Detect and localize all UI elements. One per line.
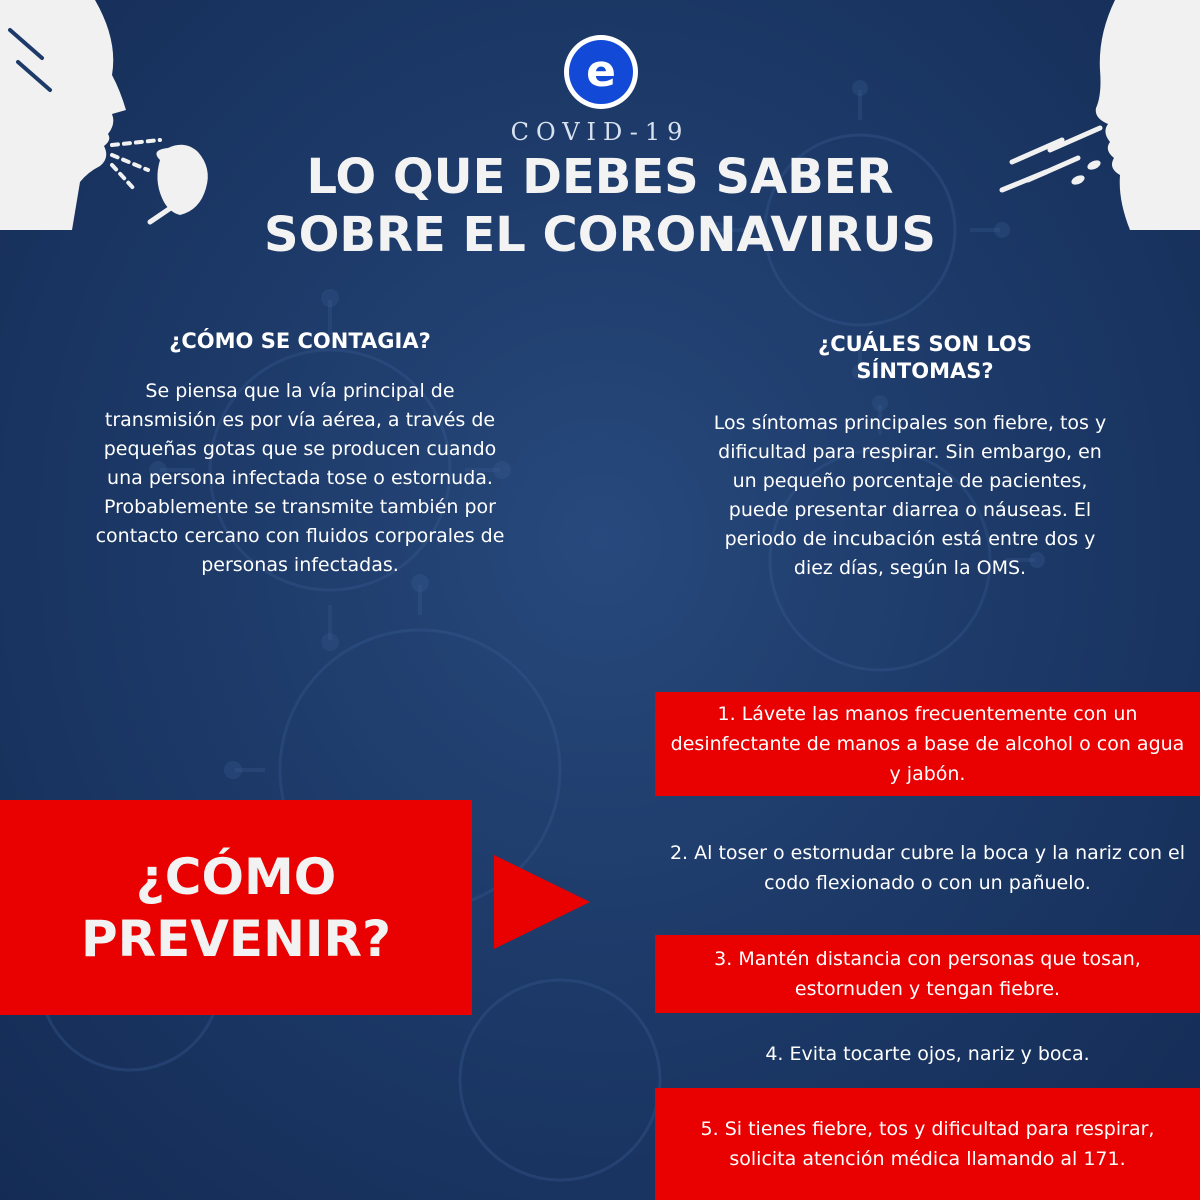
title-line-1: LO QUE DEBES SABER xyxy=(306,149,894,205)
kicker-label: COVID-19 xyxy=(510,118,690,146)
prevention-banner xyxy=(0,800,472,1015)
prevention-tip-1: 1. Lávete las manos frecuentemente con un desinfectante de manos a base de alcohol o con agua y jabón. xyxy=(655,692,1200,796)
prevention-tip-2: 2. Al toser o estornudar cubre la boca y la nariz con el codo flexionado o con un pañuelo. xyxy=(669,842,1186,894)
prevention-tip-4: 4. Evita tocarte ojos, nariz y boca. xyxy=(765,1043,1090,1065)
prevention-title-line-2: PREVENIR? xyxy=(80,909,392,968)
logo-icon xyxy=(563,34,639,110)
contagion-body: Se piensa que la vía principal de transmisión es por vía aérea, a través de pequeñas gotas que se producen cuando una persona infectada tose o estornuda. Probablemente se transmite también por contacto cercano con fluidos corporales de personas infectadas. xyxy=(95,380,505,576)
contagion-heading: ¿CÓMO SE CONTAGIA? xyxy=(169,329,431,353)
prevention-title-line-1: ¿CÓMO xyxy=(135,847,337,906)
prevention-tip-5: 5. Si tienes fiebre, tos y dificultad para respirar, solicita atención médica llamando al 171. xyxy=(655,1088,1200,1200)
arrow-right-icon xyxy=(494,855,590,949)
page-title xyxy=(150,148,1050,264)
prevention-tip-3: 3. Mantén distancia con personas que tosan, estornuden y tengan fiebre. xyxy=(655,935,1200,1013)
logo-letter: e xyxy=(586,46,616,97)
title-line-2: SOBRE EL CORONAVIRUS xyxy=(264,207,936,263)
prevention-title xyxy=(46,846,426,970)
symptoms-body: Los síntomas principales son fiebre, tos y dificultad para respirar. Sin embargo, en un pequeño porcentaje de pacientes, puede presentar diarrea o náuseas. El periodo de incubación está entre dos y diez días, según la OMS. xyxy=(713,412,1107,579)
symptoms-heading: ¿CUÁLES SON LOS SÍNTOMAS? xyxy=(818,332,1032,383)
